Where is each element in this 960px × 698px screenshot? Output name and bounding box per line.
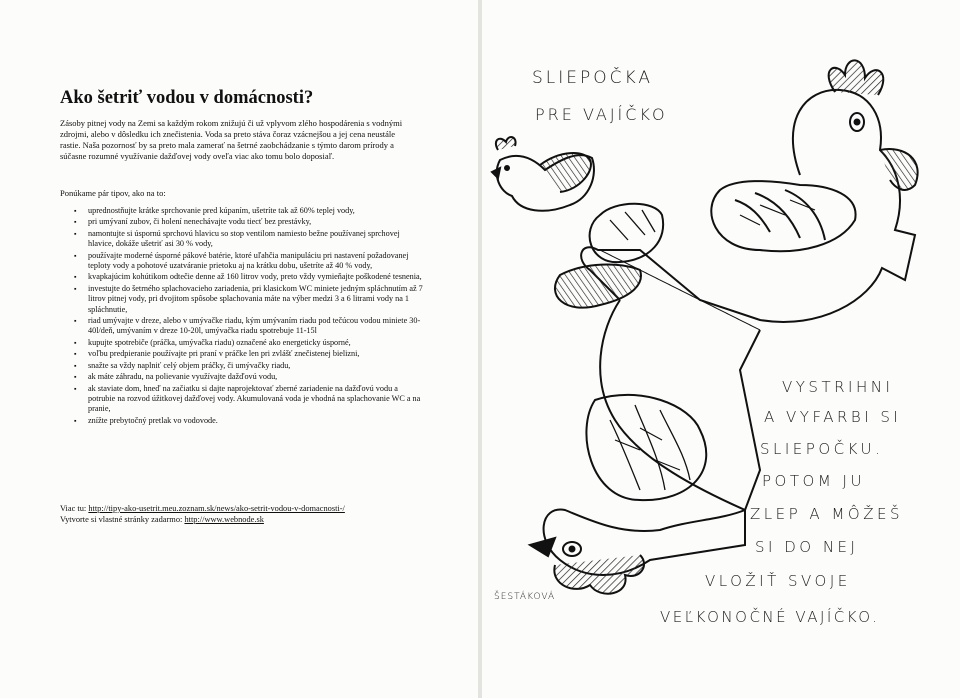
article-title: Ako šetriť vodou v domácnosti? bbox=[60, 88, 314, 108]
instruction-line: VLOŽIŤ SVOJE bbox=[705, 572, 851, 590]
instruction-line: VEĽKONOČNÉ VAJÍČKO. bbox=[660, 608, 880, 626]
tip-item: ▪ uprednostňujte krátke sprchovanie pred kúpaním, ušetríte tak až 60% teplej vody, bbox=[88, 206, 423, 216]
craft-title-line1: SLIEPOČKA bbox=[532, 68, 653, 88]
create-label: Vytvorte si vlastné stránky zadarmo: bbox=[60, 515, 185, 524]
source-link[interactable]: http://tipy-ako-usetrit.meu.zoznam.sk/news/ako-setrit-vodou-v-domacnosti-/ bbox=[88, 504, 345, 513]
source-block bbox=[60, 503, 405, 525]
instruction-line: POTOM JU bbox=[762, 472, 865, 490]
tip-item: ▪ pri umývaní zubov, či holení nenechávajte vodu tiecť bez prestávky, bbox=[88, 217, 423, 227]
tip-item: ▪ snažte sa vždy naplniť celý objem práčky, či umývačky riadu, bbox=[88, 361, 423, 371]
create-link[interactable]: http://www.webnode.sk bbox=[184, 515, 264, 524]
tip-item: ▪ ak staviate dom, hneď na začiatku si dajte naprojektovať zberné zariadenie na dažďovú vodu a potrubie na rozvod úžitkovej dažďovej vody. Akumulovaná voda je vhodná na splachovanie WC a na pranie, bbox=[88, 384, 423, 415]
tip-item: ▪ namontujte si úspornú sprchovú hlavicu so stop ventilom namiesto bežne používanej sprchovej hlavice, dokáže ušetriť asi 30 % vody, bbox=[88, 229, 423, 250]
tip-item: ▪ ak máte záhradu, na polievanie využívajte dažďovú vodu, bbox=[88, 372, 423, 382]
tips-list bbox=[72, 206, 423, 427]
tip-item: ▪ používajte moderné úsporné pákové batérie, ktoré uľahčia manipuláciu pri nastavení požadovanej teploty vody a pohotové uzatváranie prietoku aj na krátku dobu, ušetríte až 40 % vody, bbox=[88, 251, 423, 272]
author-signature: ŠESTÁKOVÁ bbox=[494, 592, 556, 602]
article-lead: Ponúkame pár tipov, ako na to: bbox=[60, 188, 166, 198]
tip-item: ▪ voľbu predpieranie používajte pri praní v práčke len pri zvlášť znečistenej bielizni, bbox=[88, 349, 423, 359]
tip-item: ▪ znížte prebytočný pretlak vo vodovode. bbox=[88, 416, 423, 426]
tip-item: ▪ investujte do šetrného splachovacieho zariadenia, pri klasickom WC miniete jedným spláchnutím až 7 litrov pitnej vody, pri dvojitom spôsobe splachovania máte na výber medzi 3 a 6 litrami vody na 1 spláchnutie, bbox=[88, 284, 423, 315]
instruction-line: A VYFARBI SI bbox=[764, 408, 902, 426]
instruction-line: SI DO NEJ bbox=[755, 538, 859, 556]
tip-item: ▪ kupujte spotrebiče (práčka, umývačka riadu) označené ako energeticky úsporné, bbox=[88, 338, 423, 348]
tip-item: ▪ kvapkajúcim kohútikom odtečie denne až 160 litrov vody, preto vždy vymieňajte poškodené tesnenia, bbox=[88, 272, 423, 282]
instruction-line: VYSTRIHNI bbox=[782, 378, 894, 396]
article-intro: Zásoby pitnej vody na Zemi sa každým rokom znižujú či už vplyvom zlého hospodárenia s vodnými zdrojmi, alebo v dôsledku ich znečistenia. Voda sa preto stáva čoraz vzácnejšou a jej cena neustále rastie. Naša pozornosť by sa preto mala zamerať na šetrné zaobchádzanie s týmto darom prírody a súčasne rozumné využívanie dažďovej vody oveľa viac ako tomu bolo doposiaľ. bbox=[60, 118, 403, 161]
instruction-line: ZLEP A MÔŽEŠ bbox=[750, 505, 903, 523]
source-label: Viac tu: bbox=[60, 504, 89, 513]
instruction-line: SLIEPOČKU. bbox=[760, 440, 884, 458]
tip-item: ▪ riad umývajte v dreze, alebo v umývačke riadu, kým umývaním riadu pod tečúcou vodou miniete 30-40l/deň, umývaním v dreze 10-20l, umývačka riadu spotrebuje 11-15l bbox=[88, 316, 423, 337]
craft-title-line2: PRE VAJÍČKO bbox=[535, 105, 668, 124]
